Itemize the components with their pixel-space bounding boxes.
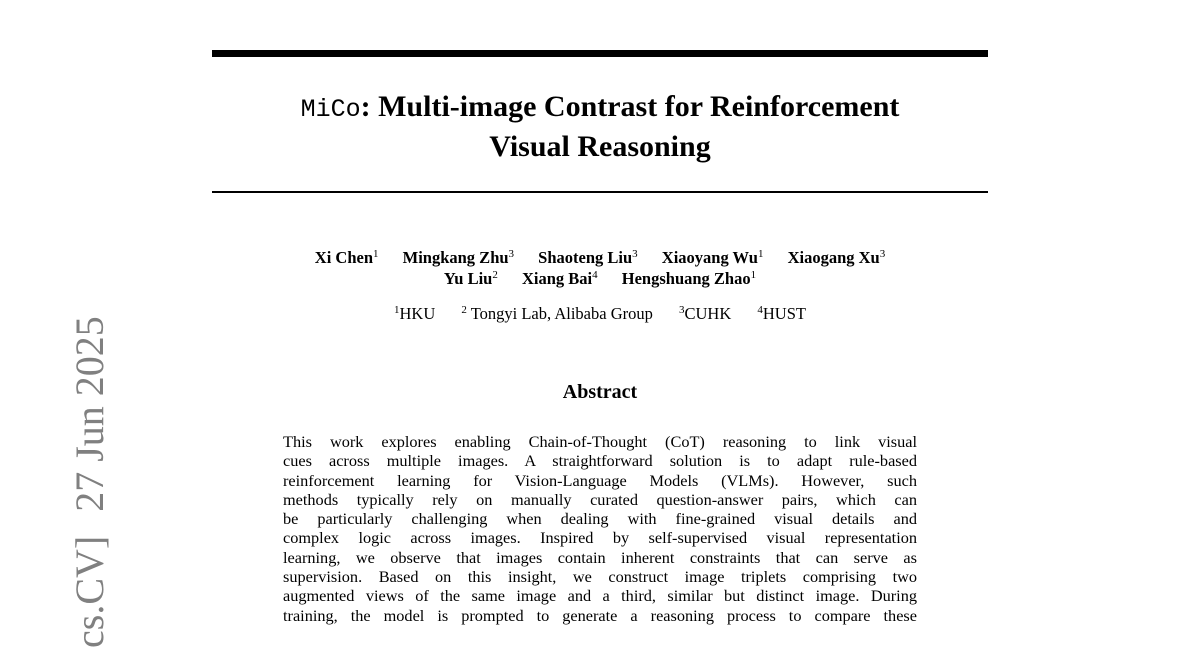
abstract-line: complex logic across images. Inspired by self-supervised visual representation bbox=[283, 528, 917, 548]
affiliation-number: 1 bbox=[394, 304, 400, 316]
abstract-line: This work explores enabling Chain-of-Thought (CoT) reasoning to link visual bbox=[283, 432, 917, 451]
author-affiliation-mark: 1 bbox=[750, 269, 757, 281]
abstract-line: augmented views of the same image and a third, similar but distinct image. During bbox=[283, 586, 917, 606]
affiliation-name: HKU bbox=[399, 304, 436, 323]
title-bottom-rule bbox=[212, 191, 988, 193]
abstract-line: learning, we observe that images contain inherent constraints that can serve as bbox=[283, 547, 917, 567]
abstract-line: reinforcement learning for Vision-Language Models (VLMs). However, such bbox=[283, 470, 917, 490]
affiliation bbox=[394, 304, 435, 323]
affiliation-name: HUST bbox=[762, 304, 806, 323]
affiliation-list bbox=[212, 303, 988, 324]
author-affiliation-mark: 4 bbox=[592, 269, 598, 281]
author bbox=[315, 248, 379, 267]
affiliation bbox=[757, 304, 806, 323]
author-affiliation-mark: 1 bbox=[373, 248, 379, 260]
title-code-name: MiCo bbox=[300, 95, 361, 124]
author-name: Xiaoyang Wu bbox=[661, 248, 758, 267]
abstract-line: be particularly challenging when dealing with fine-grained visual details and bbox=[283, 509, 917, 529]
author-affiliation-mark: 2 bbox=[492, 269, 498, 281]
affiliation-name: Tongyi Lab, Alibaba Group bbox=[466, 304, 653, 323]
affiliation-number: 4 bbox=[757, 304, 763, 316]
author-name: Shaoteng Liu bbox=[538, 248, 633, 267]
affiliation bbox=[679, 304, 731, 323]
author-list bbox=[212, 247, 988, 289]
abstract-body bbox=[283, 432, 917, 625]
affiliation-number: 2 bbox=[461, 304, 467, 316]
arxiv-date: 27 Jun 2025 bbox=[67, 316, 112, 512]
author-name: Xiang Bai bbox=[521, 269, 593, 288]
author-name: Hengshuang Zhao bbox=[621, 269, 751, 288]
author bbox=[662, 248, 764, 267]
title-rest: : Multi-image Contrast for Reinforcement bbox=[360, 90, 900, 123]
title-top-rule bbox=[212, 50, 988, 57]
title-line-2: Visual Reasoning bbox=[489, 130, 711, 163]
title-line-1 bbox=[212, 88, 988, 128]
author-name: Xi Chen bbox=[314, 248, 373, 267]
abstract-line: cues across multiple images. A straightforward solution is to adapt rule-based bbox=[283, 451, 917, 471]
author-affiliation-mark: 3 bbox=[508, 248, 515, 260]
author-name: Yu Liu bbox=[443, 269, 493, 288]
author bbox=[622, 269, 756, 288]
author-row-2 bbox=[212, 268, 988, 289]
author bbox=[444, 269, 498, 288]
abstract-line: methods typically rely on manually curated question-answer pairs, which can bbox=[283, 489, 917, 509]
author-name: Xiaogang Xu bbox=[787, 248, 880, 267]
author bbox=[522, 269, 598, 288]
author bbox=[788, 248, 886, 267]
author bbox=[403, 248, 514, 267]
author bbox=[538, 248, 638, 267]
affiliation bbox=[461, 304, 652, 323]
affiliation-name: CUHK bbox=[684, 304, 732, 323]
affiliation-number: 3 bbox=[679, 304, 685, 316]
paper-title bbox=[212, 88, 988, 165]
author-name: Mingkang Zhu bbox=[402, 248, 509, 267]
author-affiliation-mark: 3 bbox=[632, 248, 638, 260]
author-affiliation-mark: 3 bbox=[879, 248, 886, 260]
author-affiliation-mark: 1 bbox=[757, 248, 764, 260]
abstract-heading: Abstract bbox=[562, 381, 638, 403]
abstract-line: training, the model is prompted to generate a reasoning process to compare these bbox=[283, 605, 917, 625]
author-row-1 bbox=[212, 247, 988, 268]
abstract-line: supervision. Based on this insight, we construct image triplets comprising two bbox=[283, 567, 917, 587]
arxiv-category: cs.CV] bbox=[67, 535, 112, 648]
arxiv-sidebar-stamp bbox=[67, 292, 112, 648]
